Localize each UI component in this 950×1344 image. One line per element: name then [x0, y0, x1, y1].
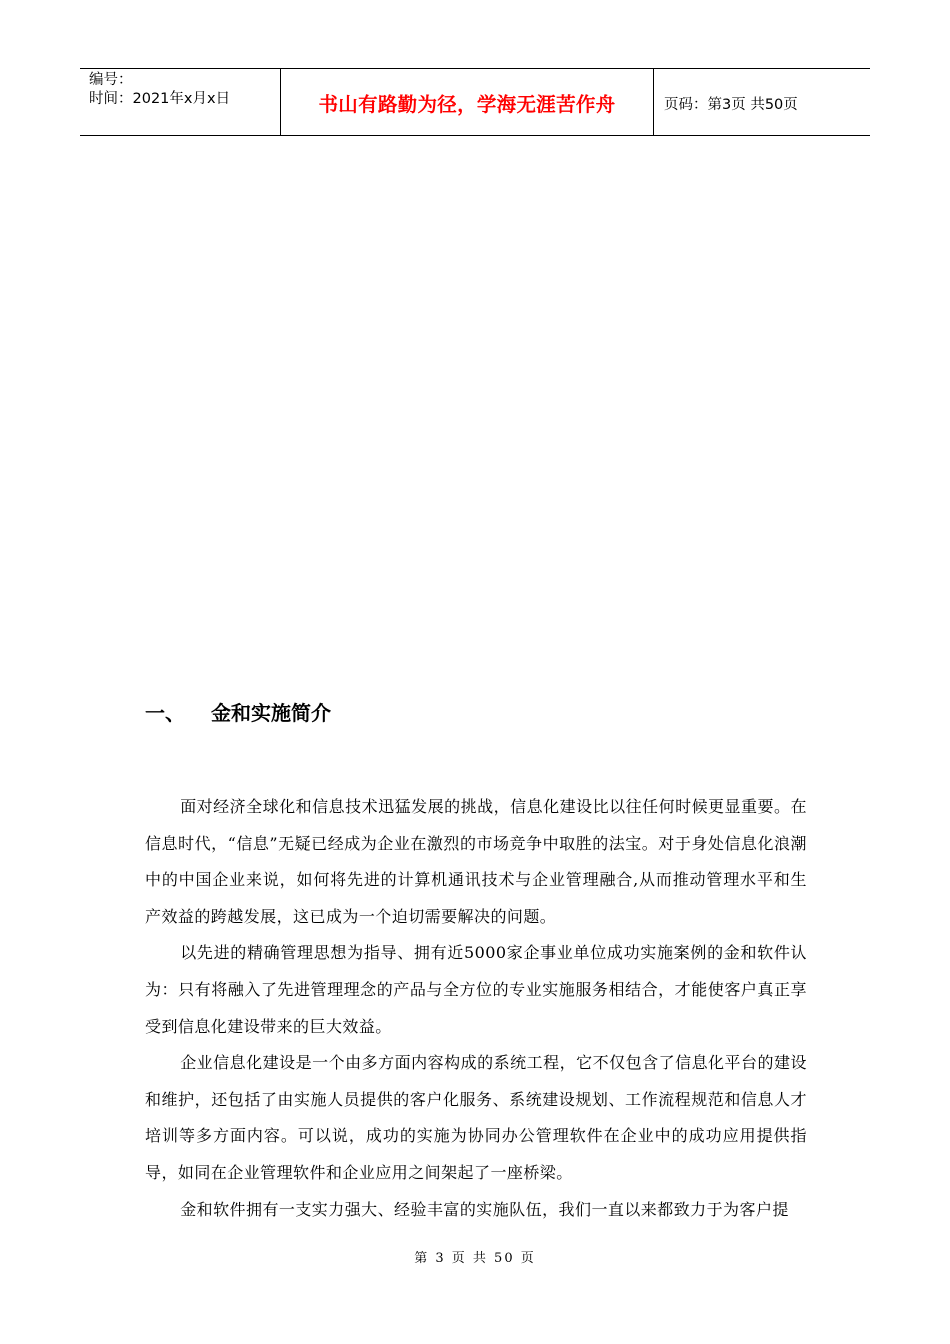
- header-info-cell: [80, 69, 281, 135]
- page-header: [80, 68, 870, 136]
- paragraph: 金和软件拥有一支实力强大、经验丰富的实施队伍，我们一直以来都致力于为客户提: [180, 1199, 789, 1219]
- header-page-info: 页码：第3页 共50页: [664, 96, 798, 113]
- page-footer: 第 3 页 共 50 页: [414, 1251, 536, 1266]
- header-motto: 书山有路勤为径，学海无涯苦作舟: [281, 69, 654, 135]
- section-heading: [145, 697, 331, 726]
- section-title: 金和实施简介: [211, 701, 331, 725]
- document-time-label: 时间：2021年x月x日: [89, 91, 231, 107]
- body-text: [145, 789, 807, 1228]
- paragraph: 以先进的精确管理思想为指导、拥有近5000家企事业单位成功实施案例的金和软件认为：只有将融入了先进管理理念的产品与全方位的专业实施服务相结合，才能使客户真正享受到信息化建设带来的巨大效益。: [145, 943, 807, 1036]
- document-number-label: 编号：: [89, 72, 133, 88]
- paragraph: 面对经济全球化和信息技术迅猛发展的挑战，信息化建设比以往任何时候更显重要。在信息时代，“信息”无疑已经成为企业在激烈的市场竞争中取胜的法宝。对于身处信息化浪潮中的中国企业来说，如何将先进的计算机通讯技术与企业管理融合,从而推动管理水平和生产效益的跨越发展，这已成为一个迫切需要解决的问题。: [145, 797, 807, 926]
- section-number: 一、: [145, 701, 185, 725]
- paragraph: 企业信息化建设是一个由多方面内容构成的系统工程，它不仅包含了信息化平台的建设和维护，还包括了由实施人员提供的客户化服务、系统建设规划、工作流程规范和信息人才培训等多方面内容。可以说，成功的实施为协同办公管理软件在企业中的成功应用提供指导，如同在企业管理软件和企业应用之间架起了一座桥梁。: [145, 1053, 807, 1182]
